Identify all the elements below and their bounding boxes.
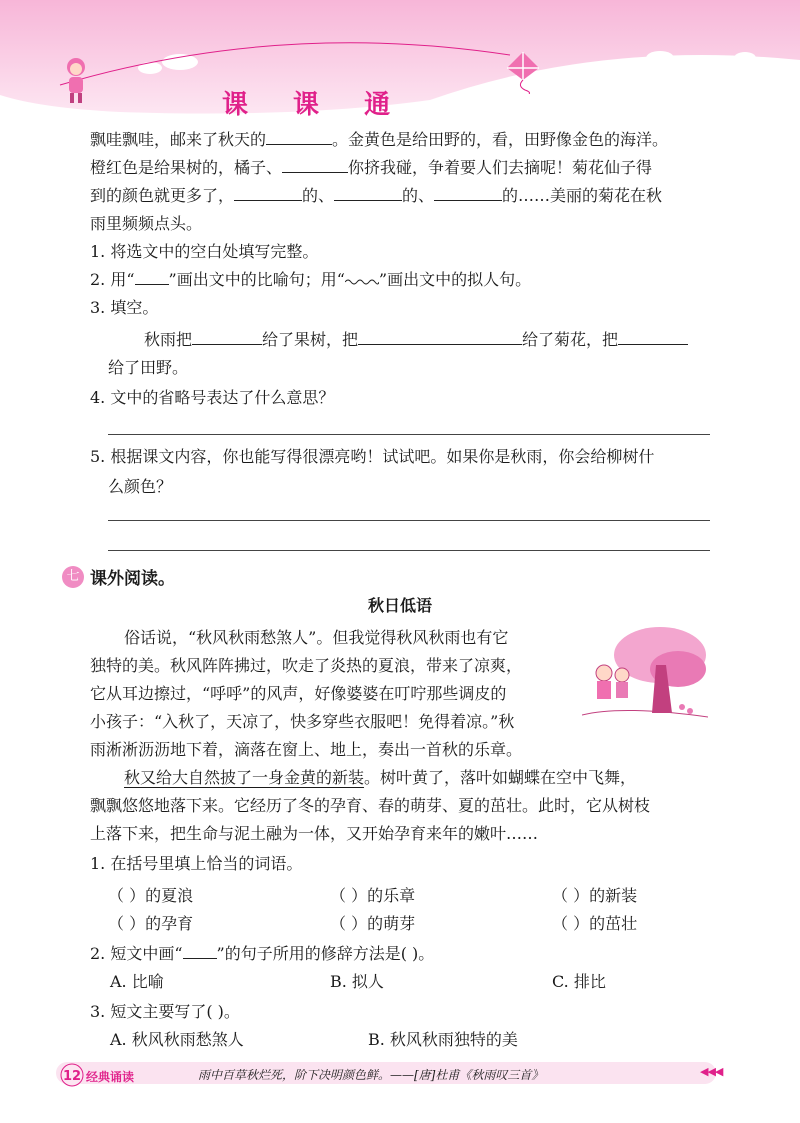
passage-line xyxy=(90,126,668,154)
answer-blank[interactable] xyxy=(192,326,262,345)
article-line: 独特的美。秋风阵阵拂过，吹走了炎热的夏浪，带来了凉爽， xyxy=(90,656,523,675)
answer-blank[interactable] xyxy=(358,326,522,345)
fill-item[interactable]: （ ）的茁壮 xyxy=(552,914,638,933)
answer-line[interactable] xyxy=(108,520,710,521)
passage-text: 的、 xyxy=(402,186,435,205)
blank xyxy=(234,182,302,201)
autumn-tree-illustration xyxy=(582,625,708,723)
page-header-title: 课 课 通 xyxy=(222,90,409,120)
option-c[interactable]: C. 排比 xyxy=(552,972,606,991)
fill-item[interactable]: （ ）的夏浪 xyxy=(108,886,194,905)
passage-text: 的……美丽的菊花在秋 xyxy=(502,186,663,205)
blank xyxy=(266,126,332,145)
reading-question-2 xyxy=(90,940,434,968)
page-number: 12 xyxy=(62,1069,82,1084)
passage-text: 你挤我碰，争着要人们去摘呢！菊花仙子得 xyxy=(348,158,653,177)
article-line: 飘飘悠悠地落下来。它经历了冬的孕育、春的萌芽、夏的茁壮。此时，它从树枝 xyxy=(90,796,651,815)
article-line: 雨淅淅沥沥地下着，滴落在窗上、地上，奏出一首秋的乐章。 xyxy=(90,740,523,759)
question-3: 3. 填空。 xyxy=(90,298,159,317)
question-text: 给了果树，把 xyxy=(262,330,359,349)
straight-line-sample xyxy=(135,266,169,285)
option-b[interactable]: B. 秋风秋雨独特的美 xyxy=(368,1030,518,1049)
passage-text: 橙红色是给果树的，橘子、 xyxy=(90,158,283,177)
question-1: 1. 将选文中的空白处填写完整。 xyxy=(90,242,319,261)
footer-quote: 雨中百草秋烂死，阶下决明颜色鲜。——[唐]杜甫《秋雨叹三首》 xyxy=(198,1068,544,1082)
blank xyxy=(434,182,502,201)
straight-line-sample xyxy=(183,940,217,959)
article-line: 俗话说，“秋风秋雨愁煞人”。但我觉得秋风秋雨也有它 xyxy=(124,628,509,647)
footer-label: 经典诵读 xyxy=(86,1070,135,1084)
article-line: 它从耳边擦过，“呼呼”的风声，好像婆婆在叮咛那些调皮的 xyxy=(90,684,507,703)
fill-item[interactable]: （ ）的新装 xyxy=(552,886,638,905)
question-text: 2. 用“ xyxy=(90,270,135,289)
question-text: ”的句子所用的修辞方法是( )。 xyxy=(216,944,435,963)
passage-text: 的、 xyxy=(302,186,335,205)
article-line xyxy=(124,764,636,792)
question-text: ”画出文中的比喻句；用“ xyxy=(168,270,345,289)
reading-question-1: 1. 在括号里填上恰当的词语。 xyxy=(90,854,303,873)
reading-question-3: 3. 短文主要写了( )。 xyxy=(90,1002,240,1021)
decorative-dots: ◀◀◀ xyxy=(700,1065,723,1078)
question-3-fill xyxy=(144,326,688,354)
fill-item[interactable]: （ ）的萌芽 xyxy=(330,914,416,933)
question-text: 给了菊花，把 xyxy=(522,330,619,349)
wavy-line-sample xyxy=(345,266,379,280)
passage-text: 。金黄色是给田野的，看，田野像金色的海洋。 xyxy=(332,130,669,149)
passage-line xyxy=(90,154,652,182)
girl-kite-icon xyxy=(58,55,94,107)
article-title: 秋日低语 xyxy=(367,596,432,615)
kite-icon xyxy=(505,50,541,94)
article-line: 上落下来，把生命与泥土融为一体，又开始孕育来年的嫩叶…… xyxy=(90,824,539,843)
answer-line[interactable] xyxy=(108,434,710,435)
question-text: ”画出文中的拟人句。 xyxy=(378,270,532,289)
option-a[interactable]: A. 比喻 xyxy=(110,972,164,991)
passage-text: 飘哇飘哇，邮来了秋天的 xyxy=(90,130,267,149)
question-2 xyxy=(90,266,531,294)
fill-item[interactable]: （ ）的乐章 xyxy=(330,886,416,905)
question-5: 么颜色？ xyxy=(108,477,173,496)
answer-line[interactable] xyxy=(108,550,710,551)
passage-line: 雨里频频点头。 xyxy=(90,214,203,233)
option-b[interactable]: B. 拟人 xyxy=(330,972,384,991)
answer-blank[interactable] xyxy=(618,326,688,345)
question-text: 秋雨把 xyxy=(144,330,193,349)
question-text: 2. 短文中画“ xyxy=(90,944,183,963)
blank xyxy=(334,182,402,201)
question-4: 4. 文中的省略号表达了什么意思？ xyxy=(90,388,335,407)
article-line: 小孩子：“入秋了，天凉了，快多穿些衣服吧！免得着凉。”秋 xyxy=(90,712,515,731)
fill-item[interactable]: （ ）的孕育 xyxy=(108,914,194,933)
question-3-fill: 给了田野。 xyxy=(108,358,189,377)
page-number-badge xyxy=(58,1063,86,1093)
article-text: 。树叶黄了，落叶如蝴蝶在空中飞舞， xyxy=(364,768,637,787)
question-5: 5. 根据课文内容，你也能写得很漂亮哟！试试吧。如果你是秋雨，你会给柳树什 xyxy=(90,447,655,466)
option-a[interactable]: A. 秋风秋雨愁煞人 xyxy=(110,1030,244,1049)
section-title: 课外阅读。 xyxy=(90,569,175,589)
blank xyxy=(282,154,348,173)
underlined-sentence: 秋又给大自然披了一身金黄的新装 xyxy=(124,768,365,787)
section-number-badge: 七 xyxy=(62,566,84,588)
passage-text: 到的颜色就更多了， xyxy=(90,186,235,205)
passage-line xyxy=(90,182,662,210)
